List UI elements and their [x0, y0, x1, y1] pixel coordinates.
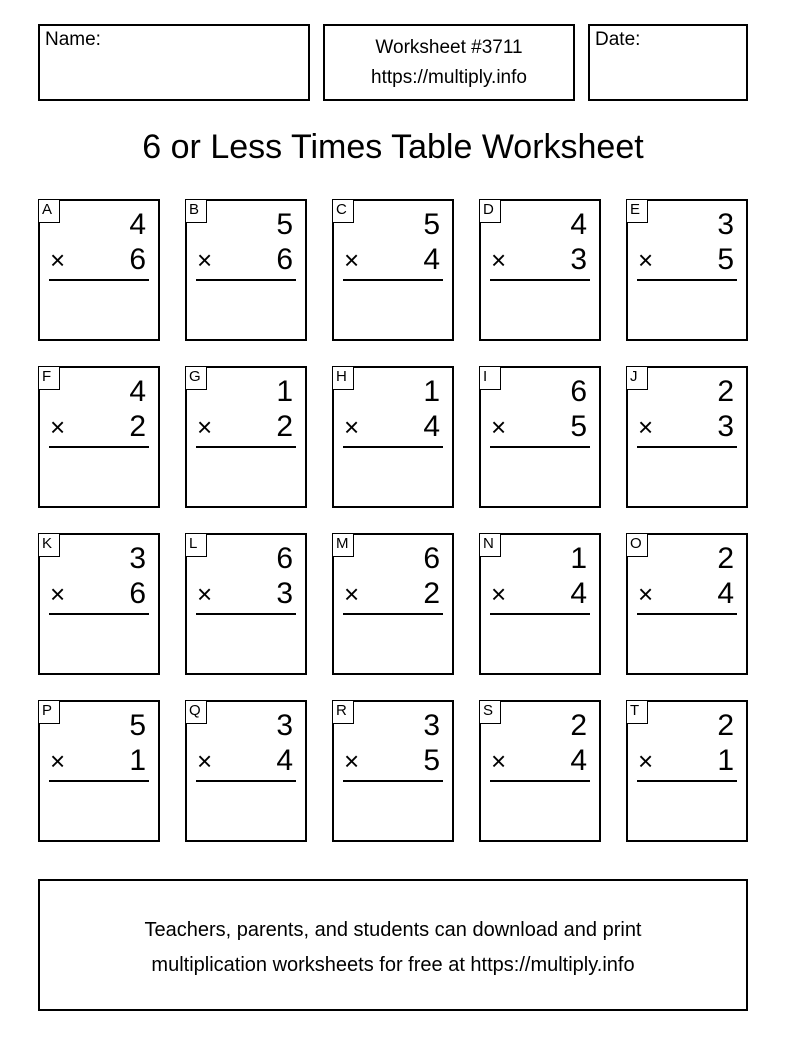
problem-card[interactable]: [332, 199, 454, 341]
multiplicand: 3: [276, 709, 293, 742]
multiplicand: 1: [276, 375, 293, 408]
problem-letter: E: [626, 199, 648, 223]
multiplicand: 6: [570, 375, 587, 408]
multiplier: 4: [570, 577, 587, 610]
times-icon: ×: [197, 245, 213, 275]
answer-line: [490, 613, 590, 615]
times-icon: ×: [50, 746, 66, 776]
multiplicand: 2: [570, 709, 587, 742]
multiplier: 1: [717, 744, 734, 777]
times-icon: ×: [344, 579, 360, 609]
problem-letter: A: [38, 199, 60, 223]
problem-letter: I: [479, 366, 501, 390]
times-icon: ×: [491, 746, 507, 776]
answer-line: [196, 446, 296, 448]
multiplicand: 1: [570, 542, 587, 575]
multiplicand: 1: [423, 375, 440, 408]
answer-line: [637, 613, 737, 615]
multiplicand: 4: [129, 208, 146, 241]
multiplier: 4: [570, 744, 587, 777]
answer-line: [490, 446, 590, 448]
worksheet-info-box: [323, 24, 575, 101]
multiplicand: 6: [423, 542, 440, 575]
times-icon: ×: [344, 746, 360, 776]
footer-line-2: multiplication worksheets for free at https://multiply.info: [151, 954, 635, 976]
multiplicand: 6: [276, 542, 293, 575]
multiplier: 5: [717, 243, 734, 276]
date-field[interactable]: [588, 24, 748, 101]
problem-letter: T: [626, 700, 648, 724]
answer-line: [637, 446, 737, 448]
problem-letter: B: [185, 199, 207, 223]
multiplicand: 2: [717, 375, 734, 408]
multiplicand: 3: [423, 709, 440, 742]
times-icon: ×: [197, 412, 213, 442]
problem-card[interactable]: [185, 533, 307, 675]
problem-letter: Q: [185, 700, 207, 724]
multiplicand: 3: [129, 542, 146, 575]
multiplier: 3: [570, 243, 587, 276]
times-icon: ×: [491, 412, 507, 442]
multiplier: 4: [423, 243, 440, 276]
multiplier: 2: [423, 577, 440, 610]
answer-line: [49, 780, 149, 782]
problem-letter: J: [626, 366, 648, 390]
times-icon: ×: [491, 579, 507, 609]
problem-letter: S: [479, 700, 501, 724]
problem-card[interactable]: [626, 366, 748, 508]
multiplicand: 4: [570, 208, 587, 241]
footer-text: [40, 913, 746, 983]
answer-line: [49, 279, 149, 281]
worksheet-number: Worksheet #3711: [375, 37, 523, 58]
answer-line: [49, 446, 149, 448]
times-icon: ×: [344, 245, 360, 275]
times-icon: ×: [638, 245, 654, 275]
problem-letter: O: [626, 533, 648, 557]
multiplicand: 4: [129, 375, 146, 408]
problem-letter: C: [332, 199, 354, 223]
problem-card[interactable]: [479, 700, 601, 842]
problem-letter: L: [185, 533, 207, 557]
multiplier: 2: [129, 410, 146, 443]
multiplicand: 5: [276, 208, 293, 241]
answer-line: [490, 279, 590, 281]
multiplier: 4: [423, 410, 440, 443]
problem-card[interactable]: [38, 366, 160, 508]
problem-card[interactable]: [185, 700, 307, 842]
multiplier: 1: [129, 744, 146, 777]
problem-letter: M: [332, 533, 354, 557]
times-icon: ×: [638, 746, 654, 776]
worksheet-url: https://multiply.info: [371, 67, 527, 88]
problem-letter: H: [332, 366, 354, 390]
page-title: 6 or Less Times Table Worksheet: [142, 128, 644, 166]
answer-line: [343, 613, 443, 615]
answer-line: [196, 780, 296, 782]
times-icon: ×: [491, 245, 507, 275]
multiplier: 4: [717, 577, 734, 610]
problem-letter: D: [479, 199, 501, 223]
answer-line: [637, 780, 737, 782]
times-icon: ×: [197, 746, 213, 776]
problem-letter: P: [38, 700, 60, 724]
answer-line: [343, 780, 443, 782]
name-field[interactable]: [38, 24, 310, 101]
multiplicand: 5: [129, 709, 146, 742]
problem-card[interactable]: [626, 700, 748, 842]
times-icon: ×: [50, 412, 66, 442]
problem-card[interactable]: [38, 533, 160, 675]
times-icon: ×: [197, 579, 213, 609]
multiplier: 5: [423, 744, 440, 777]
multiplier: 2: [276, 410, 293, 443]
problem-card[interactable]: [332, 533, 454, 675]
answer-line: [343, 279, 443, 281]
problem-card[interactable]: [479, 533, 601, 675]
problem-card[interactable]: [185, 199, 307, 341]
times-icon: ×: [638, 412, 654, 442]
answer-line: [196, 279, 296, 281]
problem-card[interactable]: [626, 533, 748, 675]
multiplier: 4: [276, 744, 293, 777]
times-icon: ×: [344, 412, 360, 442]
footer-line-1: Teachers, parents, and students can download and print: [144, 919, 642, 941]
problem-card[interactable]: [479, 366, 601, 508]
times-icon: ×: [50, 245, 66, 275]
answer-line: [637, 279, 737, 281]
problem-card[interactable]: [332, 366, 454, 508]
times-icon: ×: [638, 579, 654, 609]
problem-letter: R: [332, 700, 354, 724]
multiplicand: 5: [423, 208, 440, 241]
problem-letter: K: [38, 533, 60, 557]
problem-card[interactable]: [185, 366, 307, 508]
problem-letter: G: [185, 366, 207, 390]
answer-line: [49, 613, 149, 615]
multiplier: 6: [129, 243, 146, 276]
times-icon: ×: [50, 579, 66, 609]
problem-card[interactable]: [38, 700, 160, 842]
problem-letter: F: [38, 366, 60, 390]
multiplier: 6: [276, 243, 293, 276]
multiplicand: 2: [717, 542, 734, 575]
multiplier: 6: [129, 577, 146, 610]
problem-card[interactable]: [38, 199, 160, 341]
date-label: Date:: [595, 29, 641, 50]
answer-line: [490, 780, 590, 782]
multiplier: 3: [276, 577, 293, 610]
multiplier: 3: [717, 410, 734, 443]
answer-line: [343, 446, 443, 448]
problem-letter: N: [479, 533, 501, 557]
multiplier: 5: [570, 410, 587, 443]
multiplicand: 2: [717, 709, 734, 742]
problem-card[interactable]: [332, 700, 454, 842]
problem-card[interactable]: [479, 199, 601, 341]
name-label: Name:: [45, 29, 101, 50]
problem-card[interactable]: [626, 199, 748, 341]
multiplicand: 3: [717, 208, 734, 241]
footer-box: [38, 879, 748, 1011]
answer-line: [196, 613, 296, 615]
